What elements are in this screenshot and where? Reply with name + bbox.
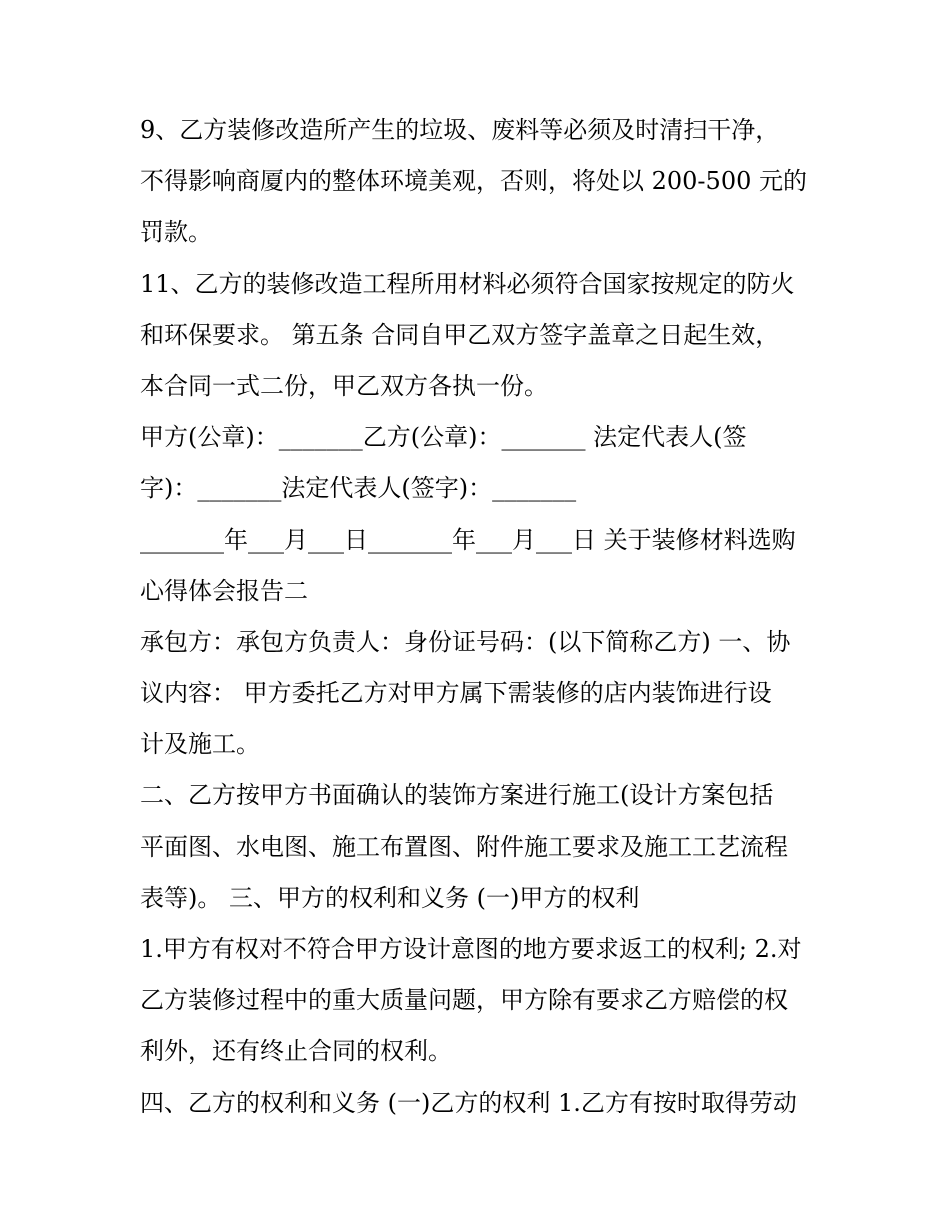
text-line: 议内容： 甲方委托乙方对甲方属下需装修的店内装饰进行设 bbox=[140, 679, 772, 708]
text-line: 计及施工。 bbox=[140, 730, 260, 759]
text-line: 不得影响商厦内的整体环境美观，否则，将处以 200-500 元的 bbox=[140, 167, 807, 196]
text-line: 表等)。 三、甲方的权利和义务 (一)甲方的权利 bbox=[140, 883, 640, 912]
text-line: 和环保要求。 第五条 合同自甲乙双方签字盖章之日起生效， bbox=[140, 320, 780, 349]
document-body bbox=[140, 105, 820, 1129]
signature-line: 甲方(公章)：_______乙方(公章)：_______ 法定代表人(签 bbox=[140, 423, 747, 452]
text-line: 承包方：承包方负责人：身份证号码：(以下简称乙方) 一、协 bbox=[140, 627, 791, 656]
text-line: 本合同一式二份，甲乙双方各执一份。 bbox=[140, 371, 548, 400]
text-line: 四、乙方的权利和义务 (一)乙方的权利 1.乙方有按时取得劳动 bbox=[140, 1088, 797, 1117]
text-line: 二、乙方按甲方书面确认的装饰方案进行施工(设计方案包括 bbox=[140, 781, 774, 810]
signature-line: 字)：_______法定代表人(签字)：_______ bbox=[140, 474, 577, 503]
text-line: 9、乙方装修改造所产生的垃圾、废料等必须及时清扫干净， bbox=[140, 116, 780, 144]
section-title: 心得体会报告二 bbox=[140, 576, 308, 605]
text-line: 乙方装修过程中的重大质量问题，甲方除有要求乙方赔偿的权 bbox=[140, 986, 788, 1015]
text-line: 罚款。 bbox=[140, 218, 212, 247]
text-line: 1.甲方有权对不符合甲方设计意图的地方要求返工的权利; 2.对 bbox=[140, 935, 802, 963]
text-line: 平面图、水电图、施工布置图、附件施工要求及施工工艺流程 bbox=[140, 832, 788, 861]
date-line: _______年___月___日_______年___月___日 关于装修材料选购 bbox=[140, 525, 796, 554]
text-line: 11、乙方的装修改造工程所用材料必须符合国家按规定的防火 bbox=[140, 269, 795, 298]
text-line: 利外，还有终止合同的权利。 bbox=[140, 1037, 452, 1066]
